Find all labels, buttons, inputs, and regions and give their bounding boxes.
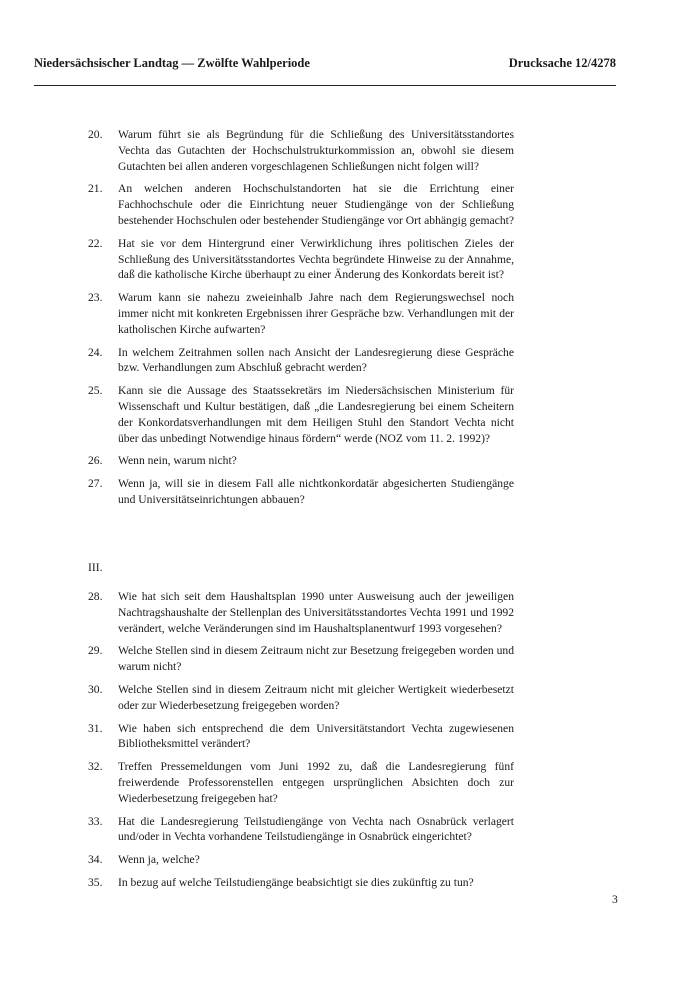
question-number: 23.	[88, 291, 103, 305]
question-text: Wenn nein, warum nicht?	[118, 454, 237, 468]
question-text: Wenn ja, welche?	[118, 853, 200, 867]
question-number: 29.	[88, 644, 103, 658]
question-text: Treffen Pressemeldungen vom Juni 1992 zu, daß die Landesregierung fünf freiwerdende Professorenstellen entgegen ursprünglichen Absichten doch zur Wiederbesetzung freigegeben hat?	[118, 760, 514, 805]
question-item	[88, 759, 514, 806]
question-number: 22.	[88, 236, 103, 250]
question-number: 28.	[88, 590, 103, 603]
question-number: 31.	[88, 721, 103, 735]
question-item	[88, 236, 514, 283]
question-item	[88, 181, 514, 228]
document-number: Drucksache 12/4278	[508, 56, 616, 70]
question-number: 25.	[88, 384, 103, 398]
question-item	[88, 643, 514, 675]
question-text: Welche Stellen sind in diesem Zeitraum nicht zur Besetzung freigegeben worden und warum nicht?	[118, 644, 514, 674]
question-item	[88, 345, 514, 377]
question-text: Hat die Landesregierung Teilstudiengänge von Vechta nach Osnabrück verlagert und/oder in Vechta vorhandene Teilstudiengänge in Osnabrück eingerichtet?	[118, 814, 514, 844]
question-number: 20.	[88, 128, 103, 141]
question-item	[88, 453, 514, 469]
question-item	[88, 290, 514, 337]
question-text: An welchen anderen Hochschulstandorten hat sie die Errichtung einer Fachhochschule oder die Einrichtung neuer Studiengänge von der Schließung bestehender Hochschulen oder bestehender Studiengänge vor Ort abhängig gemacht?	[118, 182, 514, 227]
question-number: 33.	[88, 814, 103, 828]
question-text: Warum kann sie nahezu zweieinhalb Jahre nach dem Regierungswechsel noch immer nicht mit konkreten Ergebnissen ihrer Gespräche bzw. Verhandlungen mit der katholischen Kirche aufwarten?	[118, 291, 514, 336]
question-text: Wie hat sich seit dem Haushaltsplan 1990 unter Ausweisung auch der jeweiligen Nachtragshaushalte der Stellenplan des Universitätsstandortes Vechta 1991 und 1992 verändert, welche Veränderungen sind im Haushaltsplanentwurf 1993 vorgesehen?	[118, 590, 514, 635]
question-number: 26.	[88, 454, 103, 468]
question-text: Warum führt sie als Begründung für die Schließung des Universitätsstandortes Vechta das Gutachten der Hochschulstrukturkommission an, obwohl sie diesem Gutachten bei allen anderen vorgeschlagenen Schließungen nicht folgen will?	[118, 128, 514, 173]
question-number: 21.	[88, 182, 103, 196]
header-rule	[34, 85, 616, 86]
question-number: 34.	[88, 853, 103, 867]
question-text: Hat sie vor dem Hintergrund einer Verwirklichung ihres politischen Zieles der Schließung des Universitätsstandortes Vechta begründete Hinweise zu der Annahme, daß die katholische Kirche überhaupt zu einer Änderung des Konkordats bereit ist?	[118, 236, 514, 282]
question-item	[88, 814, 514, 846]
question-number: 32.	[88, 760, 103, 774]
question-item	[88, 682, 514, 714]
question-number: 27.	[88, 477, 103, 491]
question-text: In welchem Zeitrahmen sollen nach Ansicht der Landesregierung diese Gespräche bzw. Verhandlungen zum Abschluß gebracht werden?	[118, 345, 514, 375]
page-number: 3	[612, 893, 618, 906]
question-item	[88, 589, 514, 636]
section-heading: III.	[88, 561, 103, 574]
question-text: In bezug auf welche Teilstudiengänge beabsichtigt sie dies zukünftig zu tun?	[118, 875, 474, 889]
question-item	[88, 721, 514, 753]
question-text: Kann sie die Aussage des Staatssekretärs im Niedersächsischen Ministerium für Wissenschaft und Kultur bestätigen, daß „die Landesregierung bei einem Scheitern der Konkordatsverhandlungen mit dem Heiligen Stuhl den Standort Vechta nicht über das unbedingt Notwendige hinaus fördern“ werde (NOZ vom 11. 2. 1992)?	[118, 384, 514, 445]
question-item	[88, 127, 514, 174]
question-item	[88, 476, 514, 508]
question-list-section-3	[88, 589, 514, 891]
question-number: 35.	[88, 875, 103, 889]
question-item	[88, 852, 514, 868]
header-title: Niedersächsischer Landtag — Zwölfte Wahlperiode	[34, 56, 310, 70]
question-number: 24.	[88, 345, 103, 359]
question-item	[88, 875, 514, 891]
question-text: Wenn ja, will sie in diesem Fall alle nichtkonkordatär abgesicherten Studiengänge und Universitätseinrichtungen abbauen?	[118, 477, 514, 506]
question-text: Wie haben sich entsprechend die dem Universitätstandort Vechta zugewiesenen Bibliotheksmittel verändert?	[118, 721, 514, 751]
question-list-section-2	[88, 127, 514, 508]
question-text: Welche Stellen sind in diesem Zeitraum nicht mit gleicher Wertigkeit wiederbesetzt oder zur Wiederbesetzung freigegeben worden?	[118, 682, 514, 712]
question-item	[88, 383, 514, 446]
question-number: 30.	[88, 682, 103, 696]
